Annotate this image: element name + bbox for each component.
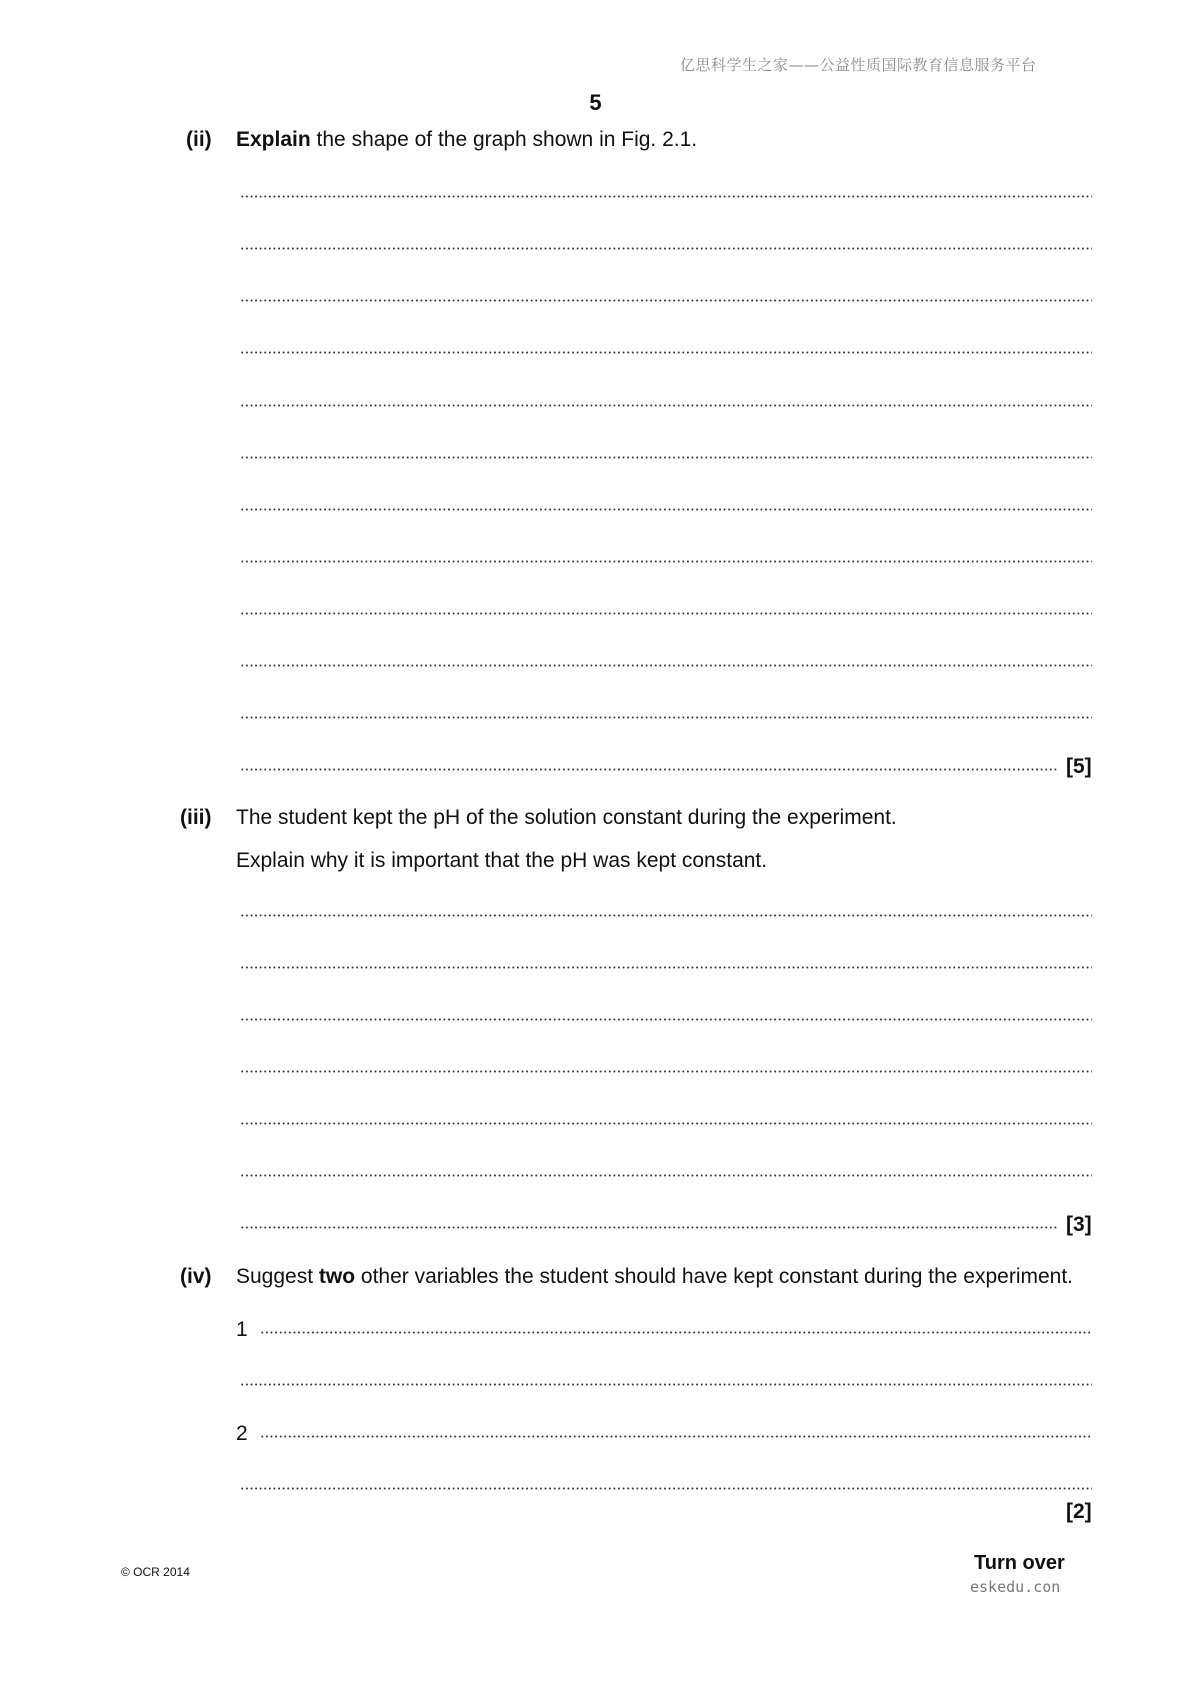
question-iii-line1: The student kept the pH of the solution constant during the experiment. xyxy=(236,806,897,829)
question-ii-bold: Explain xyxy=(236,128,311,151)
question-iv-text xyxy=(236,1265,1073,1289)
item-number-1: 1 xyxy=(236,1318,248,1341)
item-number-2: 2 xyxy=(236,1422,248,1445)
answer-line-ii-11[interactable] xyxy=(240,716,1092,719)
question-iii-label: (iii) xyxy=(180,806,212,829)
answer-line-iii-1[interactable] xyxy=(240,914,1092,917)
answer-line-iii-7[interactable] xyxy=(240,1226,1058,1229)
answer-line-ii-8[interactable] xyxy=(240,560,1092,563)
answer-line-ii-9[interactable] xyxy=(240,612,1092,615)
answer-line-iv-2b[interactable] xyxy=(240,1487,1092,1490)
question-ii-rest: the shape of the graph shown in Fig. 2.1. xyxy=(310,128,698,151)
question-iii-line2: Explain why it is important that the pH was kept constant. xyxy=(236,849,768,872)
question-ii-text xyxy=(236,128,697,152)
answer-line-iii-3[interactable] xyxy=(240,1018,1092,1021)
answer-line-ii-6[interactable] xyxy=(240,456,1092,459)
answer-line-ii-1[interactable] xyxy=(240,195,1092,198)
site-watermark: eskedu.con xyxy=(970,1578,1061,1596)
answer-line-ii-5[interactable] xyxy=(240,404,1092,407)
answer-line-iv-1a[interactable] xyxy=(260,1331,1092,1334)
answer-line-iii-5[interactable] xyxy=(240,1122,1092,1125)
watermark-text: 亿思科学生之家——公益性质国际教育信息服务平台 xyxy=(680,56,1037,74)
marks-iv: [2] xyxy=(1066,1500,1092,1523)
answer-line-ii-4[interactable] xyxy=(240,351,1092,354)
question-iv-pre: Suggest xyxy=(236,1265,319,1288)
turn-over-label: Turn over xyxy=(974,1552,1065,1574)
answer-line-iii-4[interactable] xyxy=(240,1070,1092,1073)
marks-ii: [5] xyxy=(1066,755,1092,778)
question-iv-label: (iv) xyxy=(180,1265,212,1288)
answer-line-ii-10[interactable] xyxy=(240,664,1092,667)
answer-line-iv-1b[interactable] xyxy=(240,1383,1092,1386)
answer-line-ii-3[interactable] xyxy=(240,299,1092,302)
copyright-notice: © OCR 2014 xyxy=(121,1565,190,1579)
answer-line-iii-6[interactable] xyxy=(240,1174,1092,1177)
marks-iii: [3] xyxy=(1066,1213,1092,1236)
question-iv-bold: two xyxy=(318,1265,356,1288)
answer-line-ii-2[interactable] xyxy=(240,247,1092,250)
question-ii-label: (ii) xyxy=(186,128,212,151)
answer-line-ii-7[interactable] xyxy=(240,508,1092,511)
answer-line-iv-2a[interactable] xyxy=(260,1435,1092,1438)
answer-line-ii-12[interactable] xyxy=(240,768,1058,771)
answer-line-iii-2[interactable] xyxy=(240,966,1092,969)
question-iv-post: other variables the student should have kept constant during the experiment. xyxy=(355,1265,1074,1288)
page-number: 5 xyxy=(589,90,602,115)
